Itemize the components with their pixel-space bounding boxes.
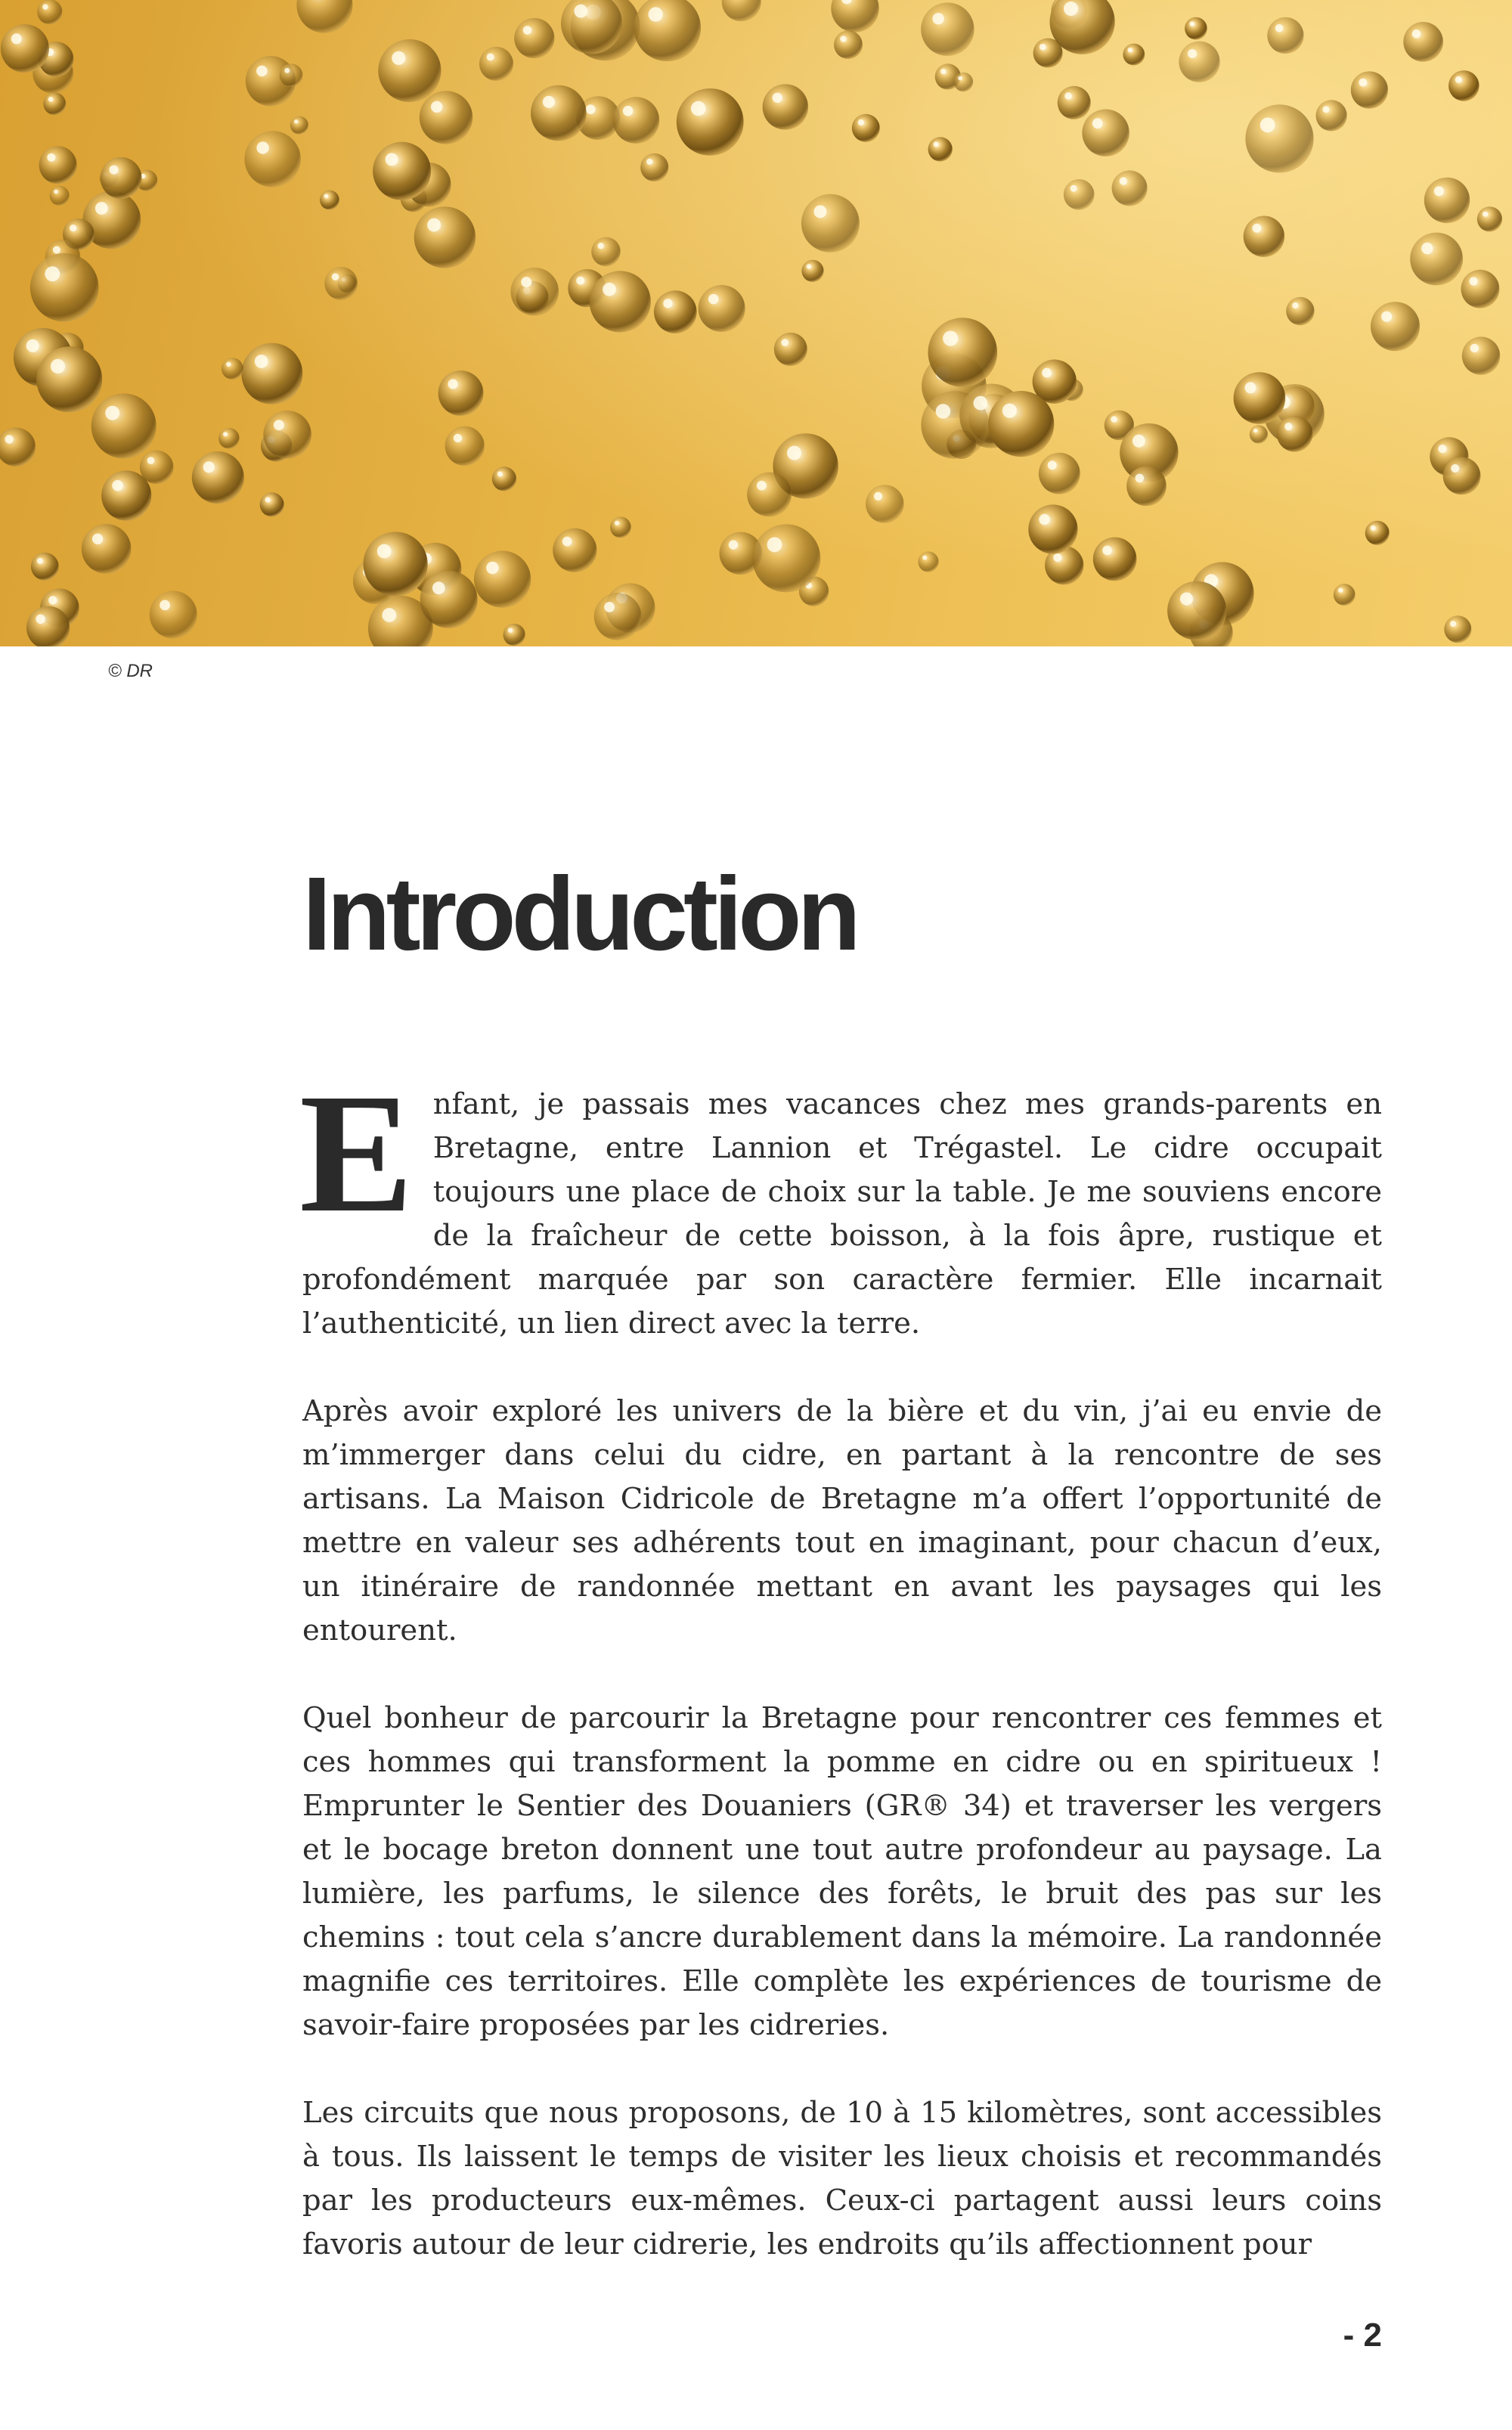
bubble bbox=[954, 73, 973, 91]
bubble-highlight bbox=[1253, 429, 1257, 432]
bubble bbox=[852, 114, 880, 142]
bubble-highlight bbox=[543, 96, 555, 108]
bubble-highlight bbox=[1064, 92, 1072, 100]
bubble-highlight bbox=[807, 264, 811, 268]
bubble-highlight bbox=[70, 225, 76, 231]
bubble-highlight bbox=[1128, 48, 1132, 52]
bubble bbox=[43, 92, 66, 115]
bubble-highlight bbox=[1189, 21, 1194, 26]
bubble-highlight bbox=[497, 471, 503, 476]
bubble-highlight bbox=[1136, 474, 1145, 483]
bubble-highlight bbox=[51, 359, 65, 373]
bubble bbox=[591, 237, 621, 267]
bubble bbox=[1, 24, 49, 73]
bubble bbox=[1167, 581, 1226, 640]
bubble-highlight bbox=[1450, 621, 1456, 627]
bubble bbox=[82, 524, 132, 574]
bubble-highlight bbox=[1359, 79, 1367, 87]
bubble bbox=[37, 0, 62, 24]
page-title: Introduction bbox=[302, 856, 857, 972]
bubble-highlight bbox=[1284, 423, 1292, 430]
bubble-highlight bbox=[940, 69, 947, 75]
bubble bbox=[420, 91, 472, 144]
bubble-highlight bbox=[603, 283, 616, 296]
bubble-highlight bbox=[598, 243, 604, 249]
bubble bbox=[1444, 615, 1471, 643]
bubble bbox=[290, 116, 308, 135]
bubble bbox=[1424, 178, 1470, 223]
bubble bbox=[1245, 104, 1313, 172]
bubble-highlight bbox=[874, 492, 882, 501]
bubble-highlight bbox=[1188, 49, 1197, 58]
bubble-highlight bbox=[48, 596, 57, 604]
bubble-highlight bbox=[324, 194, 329, 199]
bubble bbox=[1179, 42, 1219, 82]
bubble bbox=[921, 3, 974, 56]
bubble-highlight bbox=[47, 153, 55, 162]
bubble bbox=[222, 358, 243, 380]
bubble bbox=[928, 137, 953, 161]
bubble-highlight bbox=[1260, 117, 1275, 132]
bubble bbox=[1316, 100, 1347, 131]
bubble bbox=[988, 391, 1054, 457]
bubble bbox=[1371, 302, 1420, 351]
bubble-highlight bbox=[508, 628, 513, 633]
bubble-highlight bbox=[256, 66, 268, 77]
bubble-highlight bbox=[858, 119, 864, 126]
bubble bbox=[866, 485, 904, 523]
bubble bbox=[1112, 170, 1148, 206]
bubble-highlight bbox=[1040, 44, 1046, 51]
bubble bbox=[1462, 336, 1500, 374]
bubble bbox=[1028, 504, 1077, 553]
bubble bbox=[594, 593, 642, 640]
bubble-highlight bbox=[1064, 2, 1078, 16]
bubble-highlight bbox=[1381, 311, 1392, 322]
bubble-highlight bbox=[432, 581, 445, 594]
bubble-highlight bbox=[36, 615, 45, 625]
bubble bbox=[1123, 44, 1145, 66]
bubble-highlight bbox=[1434, 186, 1444, 196]
bubble-highlight bbox=[1111, 416, 1117, 423]
bubble-highlight bbox=[1053, 553, 1061, 562]
bubble-highlight bbox=[623, 106, 634, 116]
bubble bbox=[445, 426, 485, 466]
bubble-highlight bbox=[840, 36, 846, 42]
bubble-highlight bbox=[256, 141, 268, 153]
bubble-highlight bbox=[427, 219, 441, 232]
bubble bbox=[1286, 297, 1314, 325]
bubble bbox=[241, 343, 302, 404]
bubble-highlight bbox=[1092, 118, 1103, 129]
bubble-highlight bbox=[294, 119, 298, 123]
bubble-highlight bbox=[767, 538, 782, 553]
paragraph-3: Quel bonheur de parcourir la Bretagne pour rencontrer ces femmes et ces hommes qui transforment la pomme en cidre ou en spiritueux ! Emprunter le Sentier des Douaniers (GR® 34) et traverser les vergers et le bocage breton donnent une tout autre profondeur au paysage. La lumière, les parfums, le silence des forêts, le bruit des pas sur les chemins : tout cela s’ancre durablement dans la mémoire. La randonnée magnifie ces territoires. Elle complète les expériences de tourisme de savoir-faire proposées par les cidreries. bbox=[302, 1701, 1382, 2042]
page-number: - 2 bbox=[1343, 2317, 1382, 2354]
bubble bbox=[1403, 22, 1443, 62]
bubble bbox=[1443, 457, 1481, 495]
bubble-highlight bbox=[562, 537, 572, 547]
bubble-highlight bbox=[576, 277, 584, 285]
bubble bbox=[91, 393, 156, 458]
bubble-highlight bbox=[936, 404, 951, 419]
bubble-highlight bbox=[1451, 464, 1459, 473]
bubble bbox=[1267, 17, 1303, 54]
drop-cap: E bbox=[299, 1058, 414, 1248]
bubble-highlight bbox=[37, 558, 43, 564]
bubble bbox=[373, 142, 431, 200]
bubble bbox=[1334, 584, 1356, 606]
bubble-highlight bbox=[226, 362, 231, 367]
bubble bbox=[30, 253, 99, 322]
paragraph-4: Les circuits que nous proposons, de 10 à 15 kilomètres, sont accessibles à tous. Ils laissent le temps de visiter les lieux choisis et recommandés par les producteurs eux-mêmes. Ceux-ci partagent aussi leurs coins favoris autour de leur cidrerie, les endroits qu’ils affectionnent pour bbox=[302, 2096, 1382, 2261]
paragraph-1-text: nfant, je passais mes vacances chez mes grands-parents en Bretagne, entre Lannion et Trégastel. Le cidre occupait toujours une place de choix sur la table. Je me souviens encore de la fraîcheur de cette boisson, à la fois âpre, rustique et profondément marquée par son caractère fermier. Elle incarnait l’authenticité, un lien direct avec la terre. bbox=[302, 1087, 1382, 1341]
bubble-highlight bbox=[1469, 277, 1477, 285]
bubble-highlight bbox=[105, 406, 119, 420]
bubble-highlight bbox=[53, 246, 60, 253]
bubble-highlight bbox=[646, 159, 652, 165]
bubble-highlight bbox=[1292, 302, 1298, 308]
bubble bbox=[36, 346, 102, 412]
bubbles-illustration bbox=[0, 0, 1512, 646]
bubble-highlight bbox=[486, 562, 499, 575]
bubble bbox=[834, 30, 863, 59]
bubble-highlight bbox=[1412, 29, 1421, 39]
bubble bbox=[1277, 416, 1313, 452]
bubble-highlight bbox=[1338, 588, 1343, 593]
bubble bbox=[1477, 206, 1502, 231]
hero-image bbox=[0, 0, 1512, 646]
bubble bbox=[1039, 453, 1080, 494]
bubble-highlight bbox=[649, 7, 663, 21]
bubble-highlight bbox=[92, 534, 103, 544]
bubble-highlight bbox=[5, 435, 13, 443]
bubble-highlight bbox=[26, 339, 39, 352]
bubble-highlight bbox=[48, 97, 54, 102]
bubble-highlight bbox=[1042, 368, 1052, 378]
bubble bbox=[613, 97, 660, 144]
bubble bbox=[699, 285, 745, 332]
bubble bbox=[531, 85, 587, 141]
bubble bbox=[31, 553, 59, 581]
bubble bbox=[801, 194, 860, 253]
bubble bbox=[801, 260, 823, 282]
bubble-highlight bbox=[1483, 212, 1488, 217]
bubble-highlight bbox=[958, 76, 962, 81]
bubble-highlight bbox=[487, 53, 494, 60]
bubble bbox=[747, 473, 792, 517]
bubble bbox=[218, 428, 240, 449]
bubble-highlight bbox=[1102, 546, 1112, 556]
bubble-highlight bbox=[112, 480, 123, 491]
bubble-highlight bbox=[255, 355, 268, 368]
bubble bbox=[654, 290, 697, 333]
bubble bbox=[363, 532, 427, 596]
bubble-highlight bbox=[663, 299, 672, 308]
bubble-highlight bbox=[223, 432, 228, 436]
bubble-highlight bbox=[922, 556, 927, 560]
bubble bbox=[640, 153, 668, 181]
bubble-highlight bbox=[1120, 177, 1127, 184]
bubble bbox=[1093, 538, 1137, 581]
bubble-highlight bbox=[1002, 404, 1017, 418]
bubble bbox=[610, 517, 631, 538]
bubble bbox=[1250, 425, 1268, 443]
bubble-highlight bbox=[708, 294, 719, 305]
bubble-highlight bbox=[943, 331, 958, 346]
bubble-highlight bbox=[757, 481, 767, 491]
bubble-highlight bbox=[332, 273, 339, 281]
bubble-highlight bbox=[1039, 514, 1049, 525]
bubble bbox=[1126, 466, 1167, 507]
bubble-highlight bbox=[1180, 593, 1193, 606]
bubble-highlight bbox=[160, 600, 170, 611]
bubble bbox=[244, 131, 300, 187]
bubble bbox=[553, 528, 596, 572]
bubble bbox=[492, 466, 516, 491]
bubble-highlight bbox=[95, 202, 108, 215]
bubble bbox=[928, 318, 998, 387]
bubble-highlight bbox=[377, 544, 392, 559]
bubble-highlight bbox=[521, 277, 531, 287]
bubble bbox=[774, 333, 807, 366]
bubble-highlight bbox=[781, 339, 789, 346]
bubble bbox=[1064, 179, 1095, 210]
bubble-highlight bbox=[1371, 525, 1376, 531]
intro-body bbox=[299, 1058, 1382, 2311]
bubble bbox=[1244, 216, 1284, 257]
bubble bbox=[101, 157, 142, 199]
bubble-highlight bbox=[1252, 224, 1261, 233]
bubble-highlight bbox=[932, 13, 943, 24]
bubble-highlight bbox=[382, 608, 396, 622]
bubble-highlight bbox=[1244, 382, 1256, 393]
bubble bbox=[150, 591, 197, 639]
bubble bbox=[514, 18, 554, 58]
bubble bbox=[677, 88, 744, 156]
bubble bbox=[101, 470, 151, 520]
bubble-highlight bbox=[974, 396, 988, 411]
bubble-highlight bbox=[274, 420, 284, 430]
bubble-highlight bbox=[11, 33, 22, 44]
bubble-highlight bbox=[431, 101, 442, 113]
bubble bbox=[511, 268, 559, 316]
bubble bbox=[414, 206, 476, 268]
bubble-highlight bbox=[109, 166, 118, 175]
bubble-highlight bbox=[1275, 24, 1284, 33]
bubble-highlight bbox=[454, 434, 462, 442]
bubble bbox=[39, 146, 77, 184]
bubble bbox=[50, 186, 70, 206]
bubble-highlight bbox=[1070, 185, 1077, 192]
bubble bbox=[1448, 70, 1479, 101]
bubble-highlight bbox=[265, 497, 271, 503]
bubble-highlight bbox=[1470, 344, 1479, 352]
bubble-highlight bbox=[772, 93, 782, 103]
bubble bbox=[474, 551, 531, 608]
bubble bbox=[763, 84, 808, 129]
bubble-highlight bbox=[284, 68, 290, 73]
bubble bbox=[1082, 110, 1129, 157]
paragraph-2: Après avoir exploré les univers de la bière et du vin, j’ai eu envie de m’immerger dans celui du cidre, en partant à la rencontre de ses artisans. La Maison Cidricole de Bretagne m’a offert l’opportunité de mettre en valeur ses adhérents tout en imaginant, pour chacun d’eux, un itinéraire de randonnée mettant en avant les paysages qui les entourent. bbox=[302, 1394, 1382, 1647]
bubble bbox=[1365, 521, 1390, 545]
bubble bbox=[590, 271, 651, 332]
bubble bbox=[1461, 270, 1500, 308]
bubble-highlight bbox=[1421, 243, 1433, 254]
bubble bbox=[479, 47, 513, 81]
bubble bbox=[1234, 372, 1286, 424]
bubble bbox=[1410, 233, 1463, 286]
bubble bbox=[260, 492, 284, 516]
bubble bbox=[1185, 17, 1207, 40]
bubble bbox=[1058, 86, 1091, 119]
bubble-highlight bbox=[586, 104, 596, 114]
bubble-highlight bbox=[934, 141, 939, 147]
bubble bbox=[378, 39, 441, 102]
paragraph-1 bbox=[299, 1058, 1382, 1346]
bubble-highlight bbox=[392, 51, 405, 65]
bubble-highlight bbox=[448, 379, 457, 389]
bubble-highlight bbox=[203, 461, 215, 473]
bubble-highlight bbox=[729, 540, 738, 549]
bubble bbox=[320, 191, 339, 210]
bubble bbox=[324, 267, 358, 300]
bubble bbox=[503, 624, 525, 646]
bubble-highlight bbox=[42, 4, 48, 9]
bubble-highlight bbox=[1132, 435, 1145, 448]
bubble-highlight bbox=[523, 26, 532, 35]
bubble-highlight bbox=[691, 101, 706, 116]
bubble bbox=[438, 370, 484, 416]
bubble bbox=[918, 551, 938, 572]
bubble-highlight bbox=[813, 205, 826, 218]
bubble-highlight bbox=[45, 266, 60, 281]
bubble-highlight bbox=[615, 521, 619, 525]
bubble bbox=[1351, 71, 1388, 108]
bubble-highlight bbox=[147, 457, 155, 464]
bubble-highlight bbox=[1048, 460, 1057, 470]
bubble-highlight bbox=[386, 153, 398, 166]
bubble-highlight bbox=[787, 446, 801, 460]
bubble-highlight bbox=[54, 190, 58, 194]
bubble bbox=[280, 64, 303, 87]
bubble-highlight bbox=[604, 602, 615, 612]
bubble-highlight bbox=[1322, 106, 1329, 113]
bubble bbox=[192, 451, 244, 504]
photo-credit: © DR bbox=[108, 661, 153, 681]
bubble bbox=[263, 411, 311, 459]
bubble bbox=[752, 524, 820, 592]
bubble-highlight bbox=[1438, 445, 1446, 453]
bubble-highlight bbox=[1455, 76, 1462, 83]
bubble-highlight bbox=[574, 5, 587, 18]
bubble bbox=[420, 571, 478, 628]
